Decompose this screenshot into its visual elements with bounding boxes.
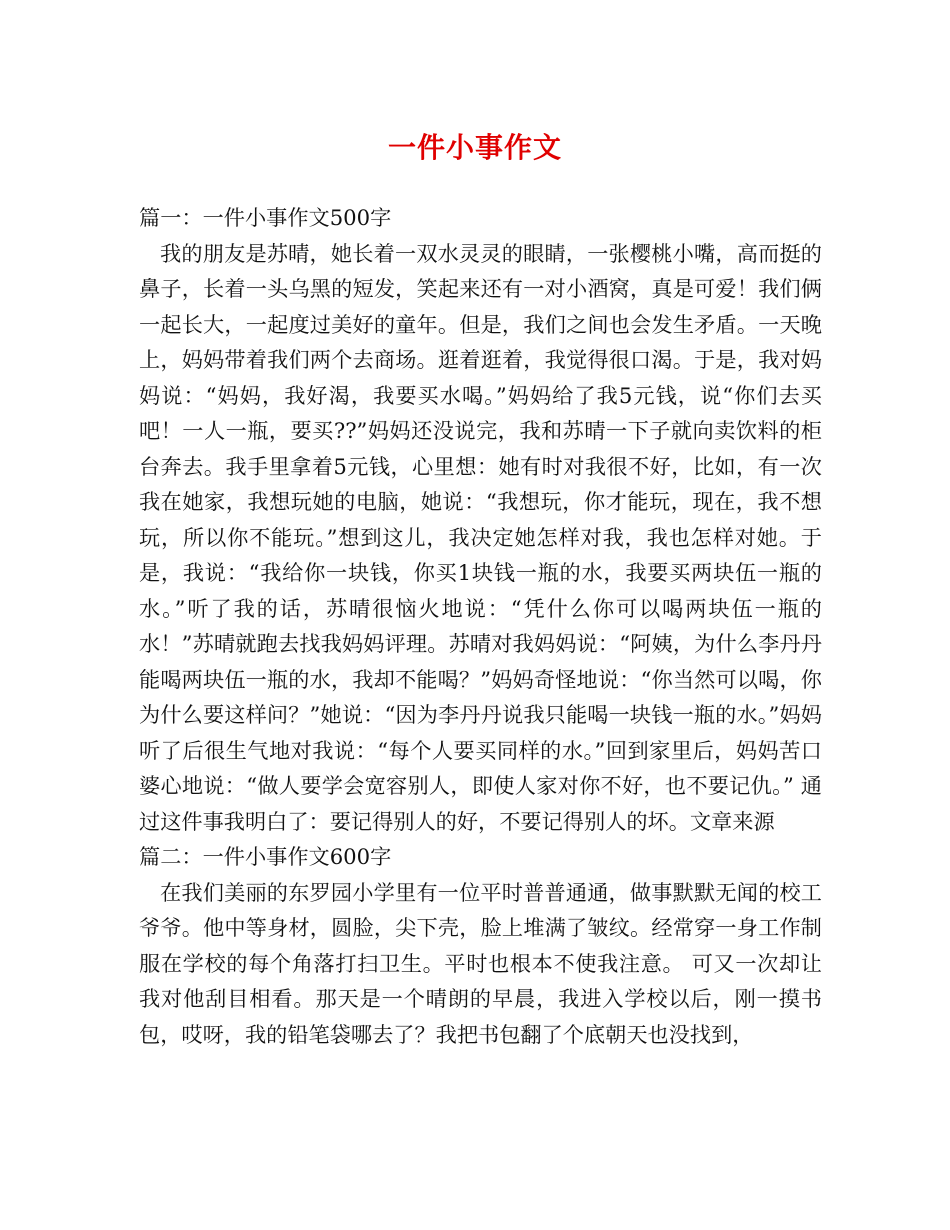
section-paragraph-2: 在我们美丽的东罗园小学里有一位平时普普通通，做事默默无闻的校工爷爷。他中等身材，圆脸，尖下壳，脸上堆满了皱纹。经常穿一身工作制服在学校的每个角落打扫卫生。平时也根本不使我注意。 可又一次却让我对他刮目相看。那天是一个晴朗的早晨，我进入学校以后，刚一摸书包，哎呀，我的铅笔袋哪去了？我把书包翻了个底朝天也没找到，: [139, 879, 822, 1047]
document-body: [139, 200, 822, 1052]
section-heading-2: 篇二：一件小事作文600字: [139, 844, 392, 869]
document-title: 一件小事作文: [387, 131, 562, 164]
section-heading-1: 篇一：一件小事作文500字: [139, 205, 392, 230]
section-paragraph-1: 我的朋友是苏晴，她长着一双水灵灵的眼睛，一张樱桃小嘴，高而挺的鼻子，长着一头乌黑的短发，笑起来还有一对小酒窝，真是可爱！我们俩一起长大，一起度过美好的童年。但是，我们之间也会发生矛盾。一天晚上，妈妈带着我们两个去商场。逛着逛着，我觉得很口渴。于是，我对妈妈说：“妈妈，我好渴，我要买水喝。”妈妈给了我5元钱，说“你们去买吧！一人一瓶，要买??”妈妈还没说完，我和苏晴一下子就向卖饮料的柜台奔去。我手里拿着5元钱，心里想：她有时对我很不好，比如，有一次我在她家，我想玩她的电脑，她说：“我想玩，你才能玩，现在，我不想玩，所以你不能玩。”想到这儿，我决定她怎样对我，我也怎样对她。于是，我说：“我给你一块钱，你买1块钱一瓶的水，我要买两块伍一瓶的水。”听了我的话，苏晴很恼火地说：“凭什么你可以喝两块伍一瓶的水！”苏晴就跑去找我妈妈评理。苏晴对我妈妈说：“阿姨，为什么李丹丹能喝两块伍一瓶的水，我却不能喝？”妈妈奇怪地说：“你当然可以喝，你为什么要这样问？”她说：“因为李丹丹说我只能喝一块钱一瓶的水。”妈妈听了后很生气地对我说：“每个人要买同样的水。”回到家里后，妈妈苦口婆心地说：“做人要学会宽容别人，即使人家对你不好，也不要记仇。” 通过这件事我明白了：要记得别人的好，不要记得别人的坏。文章来源: [139, 240, 822, 834]
